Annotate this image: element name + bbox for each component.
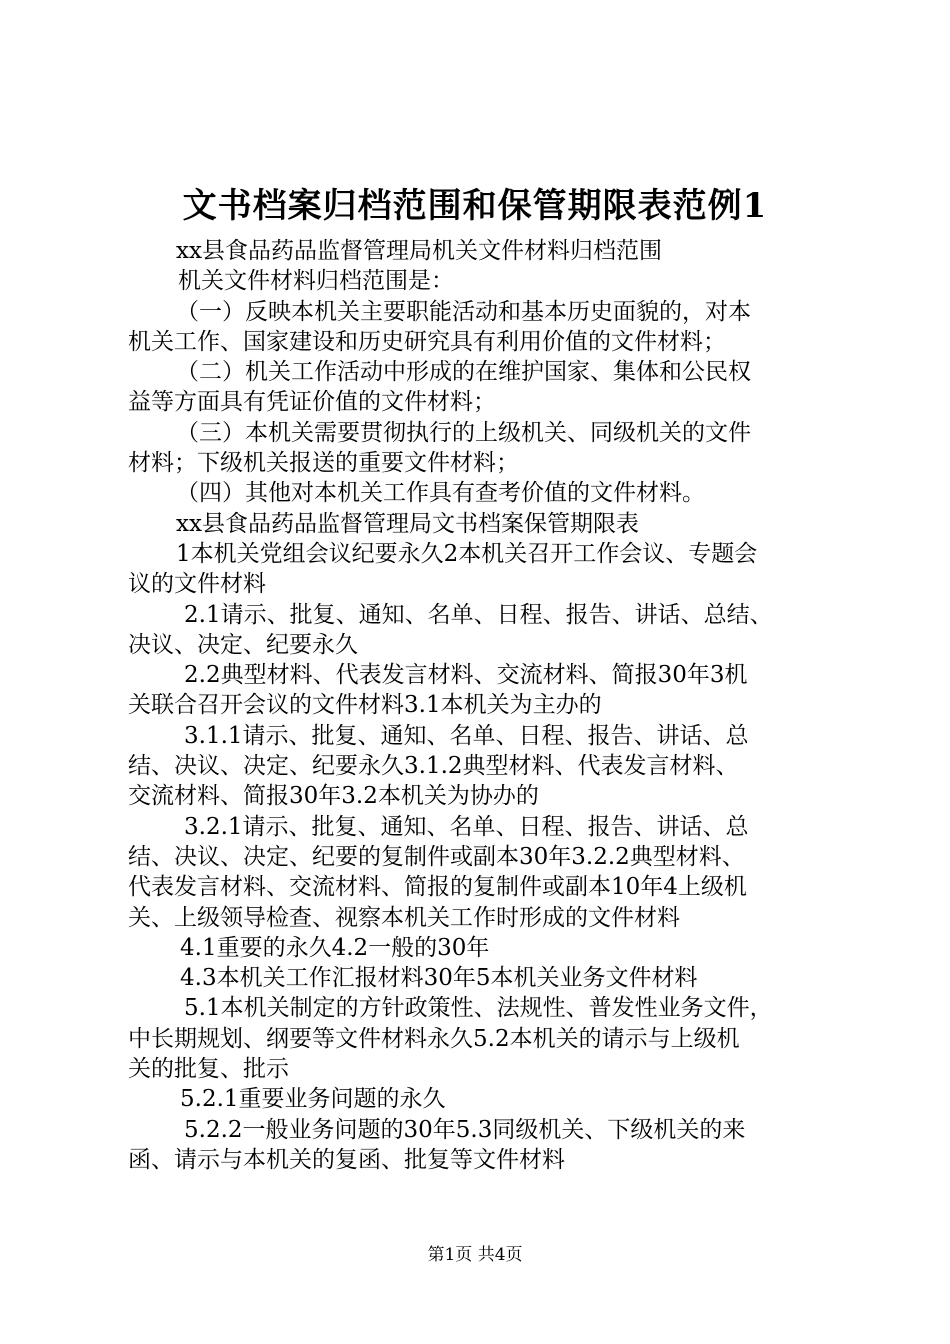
paragraph-line: 关的批复、批示	[128, 1056, 289, 1083]
paragraph-line: 关联合召开会议的文件材料3.1本机关为主办的	[128, 692, 602, 719]
paragraph-line: 代表发言材料、交流材料、简报的复制件或副本10年4上级机	[128, 874, 747, 901]
paragraph-line: 材料；下级机关报送的重要文件材料；	[128, 450, 519, 477]
paragraph-line: 益等方面具有凭证价值的文件材料；	[128, 389, 496, 416]
paragraph-line: 函、请示与本机关的复函、批复等文件材料	[128, 1146, 565, 1173]
paragraph-line: 机关工作、国家建设和历史研究具有利用价值的文件材料；	[128, 328, 726, 355]
page-footer: 第1页 共4页	[427, 1245, 523, 1265]
paragraph-line: 机关文件材料归档范围是：	[178, 268, 454, 295]
paragraph-line: 1本机关党组会议纪要永久2本机关召开工作会议、专题会	[176, 540, 758, 567]
paragraph-line: 2.2典型材料、代表发言材料、交流材料、简报30年3机	[184, 662, 748, 689]
paragraph-line: （一）反映本机关主要职能活动和基本历史面貌的，对本	[176, 298, 751, 325]
paragraph-line: （三）本机关需要贯彻执行的上级机关、同级机关的文件	[176, 419, 751, 446]
paragraph-line: xx县食品药品监督管理局机关文件材料归档范围	[176, 238, 662, 264]
paragraph-line: 交流材料、简报30年3.2本机关为协办的	[128, 783, 539, 810]
document-body	[128, 236, 832, 1175]
paragraph-line: （四）其他对本机关工作具有查考价值的文件材料。	[176, 480, 705, 507]
paragraph-line: 决议、决定、纪要永久	[128, 631, 358, 658]
paragraph-line: 5.2.1重要业务问题的永久	[180, 1086, 446, 1113]
paragraph-line: 5.1本机关制定的方针政策性、法规性、普发性业务文件，	[184, 995, 773, 1022]
paragraph-line: 结、决议、决定、纪要的复制件或副本30年3.2.2典型材料、	[128, 843, 745, 870]
paragraph-line: 3.1.1请示、批复、通知、名单、日程、报告、讲话、总	[184, 722, 749, 749]
paragraph-line: （二）机关工作活动中形成的在维护国家、集体和公民权	[176, 359, 751, 386]
paragraph-line: 议的文件材料	[128, 571, 266, 598]
paragraph-line: 结、决议、决定、纪要永久3.1.2典型材料、代表发言材料、	[128, 753, 739, 780]
paragraph-line: 关、上级领导检查、视察本机关工作时形成的文件材料	[128, 904, 680, 931]
paragraph-line: 4.3本机关工作汇报材料30年5本机关业务文件材料	[180, 965, 698, 992]
paragraph-line: 3.2.1请示、批复、通知、名单、日程、报告、讲话、总	[184, 813, 749, 840]
paragraph-line: xx县食品药品监督管理局文书档案保管期限表	[176, 510, 639, 537]
paragraph-line: 5.2.2一般业务问题的30年5.3同级机关、下级机关的来	[184, 1116, 746, 1143]
paragraph-line: 4.1重要的永久4.2一般的30年	[180, 934, 490, 961]
document-title: 文书档案归档范围和保管期限表范例1	[182, 186, 768, 226]
paragraph-line: 2.1请示、批复、通知、名单、日程、报告、讲话、总结、	[184, 601, 773, 628]
paragraph-line: 中长期规划、纲要等文件材料永久5.2本机关的请示与上级机	[128, 1025, 740, 1052]
